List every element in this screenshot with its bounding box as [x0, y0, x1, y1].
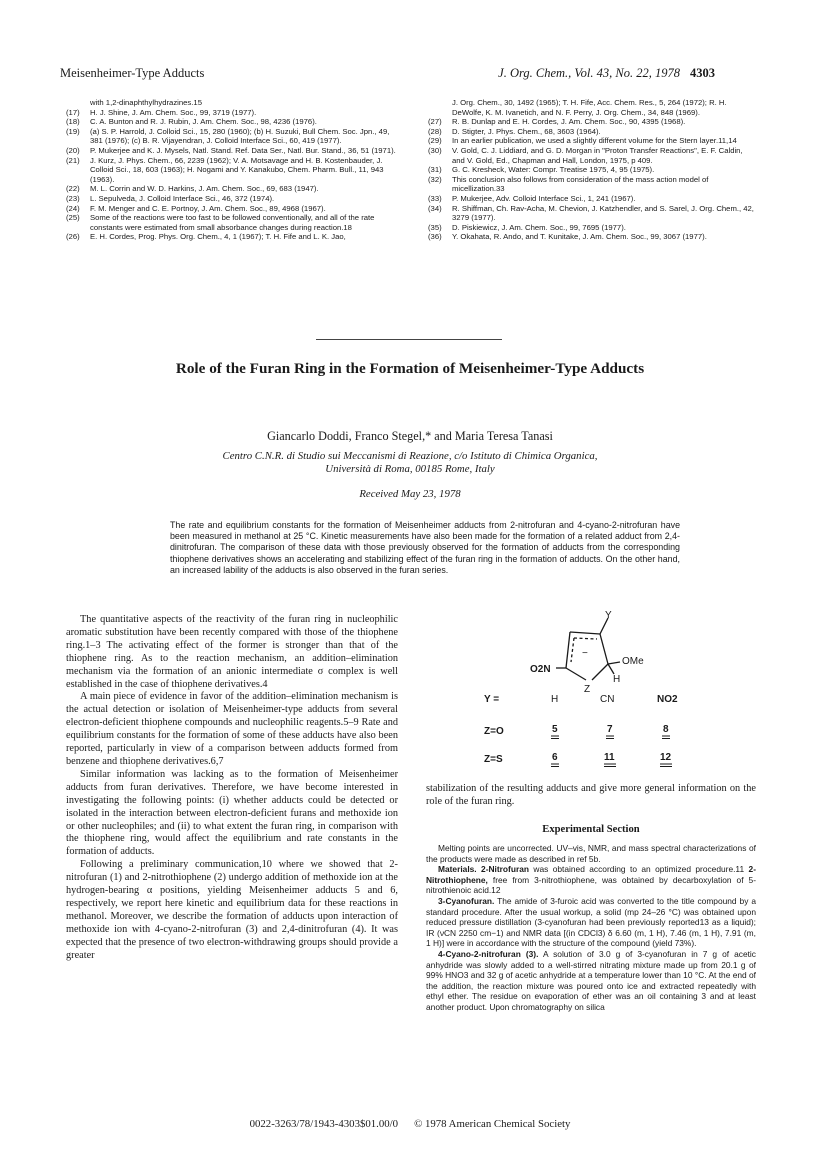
cyanofuran-text: The amide of 3-furoic acid was converted to the title compound by a standard procedure. After the usual workup, a solid (mp 24–26 °C) was obtained upon reduced pressure distillation (3-cyanofuran had been previously reported13 as a liquid); IR (νCN 2250 cm−1) and NMR data [(in CDCl3) δ 6.60 (m, 1 H), 7.46 (m, 1 H), 7.91 (m, 1 H)] were in accordance with the structure of the compound (yield 73%). [426, 895, 756, 949]
reference-entry [428, 165, 754, 175]
reference-text: V. Gold, C. J. Liddiard, and G. D. Morgan in "Proton Transfer Reactions", E. F. Caldin, and V. Gold, Ed., Chapman and Hall, London, 1975, p 409. [452, 145, 743, 165]
reference-entry [66, 117, 396, 127]
materials-heading: Materials. 2-Nitrofuran [438, 864, 529, 875]
scheme-row-o: Z=O [484, 726, 504, 737]
reference-entry [66, 232, 396, 242]
reference-text: Y. Okahata, R. Ando, and T. Kunitake, J. Am. Chem. Soc., 99, 3067 (1977). [452, 232, 707, 242]
reference-number: (17) [66, 107, 80, 117]
reference-text: M. L. Corrin and W. D. Harkins, J. Am. Chem. Soc., 69, 683 (1947). [90, 184, 319, 194]
reference-number: (32) [428, 174, 442, 184]
furan-ring-drawing [556, 618, 620, 680]
reference-entry [428, 204, 754, 223]
materials-text: was obtained according to an optimized procedure.11 [528, 864, 749, 875]
reference-text: R. B. Dunlap and E. H. Cordes, J. Am. Chem. Soc., 90, 4395 (1968). [452, 117, 686, 127]
reference-entry [428, 98, 754, 117]
compound-8: 8 [663, 724, 669, 735]
reference-text: with 1,2-dinaphthylhydrazines.15 [90, 98, 202, 107]
running-header-title: Meisenheimer-Type Adducts [60, 66, 205, 80]
reference-entry [428, 175, 754, 194]
scheme-row-s: Z=S [484, 754, 503, 765]
reference-number: (27) [428, 117, 442, 127]
running-header-journal [498, 66, 715, 81]
body-right-column [426, 783, 756, 809]
reference-number: (22) [66, 184, 80, 194]
scheme-z: Z [584, 684, 591, 695]
ring-bond-left [566, 632, 570, 668]
scheme-h: H [613, 674, 621, 685]
reference-text: C. A. Bunton and R. J. Rubin, J. Am. Chem. Soc., 98, 4236 (1976). [90, 117, 317, 127]
cyano-nitrofuran-heading: 4-Cyano-2-nitrofuran (3). [438, 948, 539, 959]
abstract: The rate and equilibrium constants for the formation of Meisenheimer adducts from 2-nitrofuran and 4-cyano-2-nitrofuran have been measured in methanol at 25 °C. Kinetic measurements have also been made for the formation of a related adduct from 2,4-dinitrofuran. The comparison of these data with those previously observed for the formation of adducts from the corresponding thiophene derivatives shows an accelerating and stabilizing effect of the furan ring in the formation of adducts. On the other hand, an increased lability of the adducts is also observed in the furan series. [170, 520, 680, 575]
reference-text: This conclusion also follows from consideration of the mass action model of micellization.33 [452, 174, 709, 194]
reference-text: D. Piskiewicz, J. Am. Chem. Soc., 99, 7695 (1977). [452, 222, 626, 232]
compound-12: 12 [660, 752, 672, 763]
scheme-col-no2: NO2 [657, 694, 678, 705]
scheme-col-h: H [551, 694, 559, 705]
reference-number: (30) [428, 145, 442, 155]
article-separator-rule [316, 339, 502, 340]
reference-text: P. Mukerjee, Adv. Colloid Interface Sci., 1, 241 (1967). [452, 193, 636, 203]
reference-number: (19) [66, 126, 80, 136]
reference-number: (24) [66, 203, 80, 213]
reference-text: (a) S. P. Harrold, J. Colloid Sci., 15, 280 (1960); (b) H. Suzuki, Bull Chem. Soc. Jpn., 49, 381 (1976); (c) B. R. Vijayendran, J. Colloid Interface Sci., 60, 419 (1977). [90, 126, 390, 146]
reference-entry [428, 194, 754, 204]
scheme-charge: − [582, 648, 588, 659]
reference-entry [66, 146, 396, 156]
adduct-structure-scheme [474, 610, 724, 780]
reference-number: (25) [66, 213, 80, 223]
article-title: Role of the Furan Ring in the Formation of Meisenheimer-Type Adducts [175, 360, 645, 377]
reference-entry [428, 117, 754, 127]
reference-number: (26) [66, 232, 80, 242]
journal-citation: J. Org. Chem., Vol. 43, No. 22, 1978 [498, 66, 680, 80]
nitrothiophene-heading: 2-Nitrothiophene, [426, 864, 756, 885]
references-left-column [66, 98, 396, 242]
reference-text: J. Org. Chem., 30, 1492 (1965); T. H. Fife, Acc. Chem. Res., 5, 264 (1972); R. H. DeWolfe, K. M. Ivanetich, and N. F. Perry, J. Org. Chem., 34, 848 (1969). [452, 98, 727, 117]
affiliation-line-1: Centro C.N.R. di Studio sui Meccanismi di Reazione, c/o Istituto di Chimica Organica, [222, 450, 598, 462]
ring-bond-lower-right [592, 664, 608, 680]
experimental-section [426, 843, 756, 1013]
ring-bond-right [600, 634, 608, 664]
body-paragraph-4: Following a preliminary communication,10 where we showed that 2-nitrofuran (1) and 2-nitrothiophene (2) undergo addition of methoxide ion at the hydrogen-bearing α positions, yielding Meisenheimer adducts 5 and 6, respectively, we report here kinetic and equilibrium data for these reactions in methanol. Moreover, we describe the formation of adducts upon interaction of methoxide ion with 4-cyano-2-nitrofuran (3) and 2,4-dinitrofuran (4). It was expected that the presence of two electron-withdrawing groups should provide a greater [66, 859, 398, 961]
experimental-paragraph-4 [426, 949, 756, 1013]
ring-delocalized-left [571, 638, 574, 662]
compound-11: 11 [604, 752, 615, 763]
scheme-ome: OMe [622, 656, 644, 667]
scheme-o2n: O2N [530, 664, 551, 675]
reference-text: J. Kurz, J. Phys. Chem., 66, 2239 (1962); V. A. Motsavage and H. B. Kostenbauder, J. Colloid Sci., 18, 603 (1963); H. Nogami and Y. Kanakubo, Chem. Pharm. Bull., 11, 943 (1963). [90, 155, 384, 184]
experimental-paragraph-3 [426, 896, 756, 949]
experimental-heading: Experimental Section [542, 824, 640, 835]
reference-entry [66, 194, 396, 204]
received-date: Received May 23, 1978 [359, 488, 461, 500]
reference-entry [66, 184, 396, 194]
references-right-column [428, 98, 754, 242]
reference-text: H. J. Shine, J. Am. Chem. Soc., 99, 3719 (1977). [90, 107, 257, 117]
body-paragraph-1: The quantitative aspects of the reactivity of the furan ring in nucleophilic aromatic substitution have been recently compared with those of the thiophene ring.1–3 The activating effect of the former is stronger than that of the thiophene ring. As to the reaction mechanism, an addition–elimination mechanism via the formation of an anionic intermediate σ complex is well established in the case of thiophene derivatives.4 [66, 614, 398, 690]
ring-delocalized-top [574, 638, 597, 639]
body-right-paragraph: stabilization of the resulting adducts and give more general information on the role of the furan ring. [426, 783, 756, 807]
ome-bond [608, 662, 620, 664]
ring-bond-lower-left [566, 668, 586, 680]
article-authors: Giancarlo Doddi, Franco Stegel,* and Maria Teresa Tanasi [267, 429, 553, 443]
experimental-paragraph-1: Melting points are uncorrected. UV–vis, NMR, and mass spectral characterizations of the products were made as described in ref 5b. [426, 843, 756, 864]
reference-number: (35) [428, 222, 442, 232]
reference-number: (34) [428, 203, 442, 213]
reference-text: L. Sepulveda, J. Colloid Interface Sci., 46, 372 (1974). [90, 193, 275, 203]
reference-entry [66, 213, 396, 232]
body-paragraph-2: A main piece of evidence in favor of the addition–elimination mechanism is the actual detection or isolation of Meisenheimer-type adducts from several electron-deficient thiophene compounds and nucleophilic reagents.5–9 Rate and equilibrium constants for the formation of some of these adducts have also been reported, particularly in view of a comparison between adducts formed from benzene and thiophene derivatives.6,7 [66, 691, 398, 767]
reference-text: E. H. Cordes, Prog. Phys. Org. Chem., 4, 1 (1967); T. H. Fife and L. K. Jao, [90, 232, 346, 242]
reference-entry [66, 204, 396, 214]
scheme-row-y: Y = [484, 694, 500, 705]
compound-6: 6 [552, 752, 558, 763]
reference-number: (20) [66, 145, 80, 155]
reference-entry [66, 127, 396, 146]
reference-entry [66, 108, 396, 118]
reference-number: (18) [66, 117, 80, 127]
reference-number: (28) [428, 126, 442, 136]
footer-code: 0022-3263/78/1943-4303$01.00/0 [249, 1118, 399, 1130]
reference-number: (31) [428, 165, 442, 175]
body-left-column [66, 614, 398, 962]
body-paragraph-3: Similar information was lacking as to the formation of Meisenheimer adducts from furan derivatives. Therefore, we have become interested in investigating the following points: (i) whether adducts could be detected or isolated in the interaction between electron-deficient furans and methoxide ion or other nucleophiles; and (ii) to what extent the furan ring, in comparison with the thiophene ring, would affect the equilibrium and rate constants in the formation of adducts. [66, 768, 398, 858]
reference-number: (21) [66, 155, 80, 165]
cyanofuran-heading: 3-Cyanofuran. [438, 895, 495, 906]
reference-number: (33) [428, 193, 442, 203]
reference-entry [66, 98, 396, 108]
experimental-paragraph-2 [426, 864, 756, 896]
reference-entry [428, 232, 754, 242]
reference-entry [428, 127, 754, 137]
reference-text: F. M. Menger and C. E. Portnoy, J. Am. Chem. Soc., 89, 4968 (1967). [90, 203, 326, 213]
reference-text: Some of the reactions were too fast to be followed conventionally, and all of the rate constants were estimated from small absorbance changes during reaction.18 [90, 213, 375, 232]
nitrothiophene-text: free from 3-nitrothiophene, was obtained by decarboxylation of 5-nitrothienoic acid.12 [426, 874, 756, 896]
reference-text: R. Shiffman, Ch. Rav-Acha, M. Chevion, J. Katzhendler, and S. Sarel, J. Org. Chem., 42, 3279 (1977). [452, 203, 754, 223]
affiliation-line-2: Università di Roma, 00185 Rome, Italy [325, 462, 495, 475]
reference-number [428, 98, 452, 117]
compound-5: 5 [552, 724, 558, 735]
scheme-col-cn: CN [600, 694, 615, 705]
reference-entry [428, 146, 754, 165]
footer-copyright: © 1978 American Chemical Society [414, 1118, 571, 1130]
reference-text: D. Stigter, J. Phys. Chem., 68, 3603 (1964). [452, 126, 601, 136]
ring-bond-top [570, 632, 600, 634]
reference-entry [66, 156, 396, 185]
reference-number: (36) [428, 232, 442, 242]
author-affiliation [60, 450, 760, 475]
page-footer [60, 1118, 760, 1130]
reference-entry [428, 223, 754, 233]
page-number: 4303 [690, 66, 715, 80]
compound-7: 7 [607, 724, 613, 735]
reference-text: G. C. Kresheck, Water: Compr. Treatise 1975, 4, 95 (1975). [452, 165, 655, 175]
reference-number: (29) [428, 136, 442, 146]
reference-text: In an earlier publication, we used a slightly different volume for the Stern layer.11,14 [452, 136, 737, 146]
cyano-nitrofuran-text: A solution of 3.0 g of 3-cyanofuran in 7 g of acetic anhydride was slowly added to a well-stirred nitrating mixture made up from 20.1 g of 99% HNO3 and 32 g of acetic anhydride at a temperature lower than 10 °C. At the end of the addition, the reaction mixture was poured onto ice and extracted repeatedly with ethyl ether. The residue on evaporation of ether was an oil containing 3 and at least another product. Upon chromatography on silica [426, 948, 756, 1012]
scheme-y-label: Y [605, 610, 612, 621]
reference-entry [428, 136, 754, 146]
reference-text: P. Mukerjee and K. J. Mysels, Natl. Stand. Ref. Data Ser., Natl. Bur. Stand., 36, 51 (1971). [90, 145, 396, 155]
reference-number [66, 98, 90, 108]
reference-number: (23) [66, 193, 80, 203]
h-bond [608, 664, 614, 674]
